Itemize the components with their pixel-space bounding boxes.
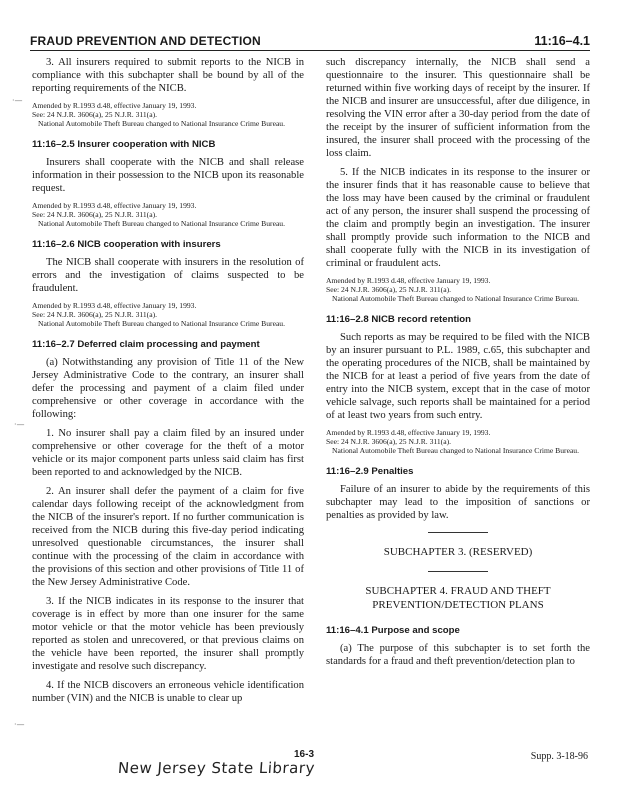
margin-mark: ·— <box>12 96 23 105</box>
history-note: Amended by R.1993 d.48, effective January 19, 1993. See: 24 N.J.R. 3606(a), 25 N.J.R. 311(a). National Automobile Theft Bureau changed to National Insurance Crime Bureau. <box>326 276 580 303</box>
paragraph: Failure of an insurer to abide by the requirements of this subchapter may lead to the imposition of sanctions or penalties as provided by law. <box>326 484 590 521</box>
right-column <box>326 56 590 674</box>
paragraph: (a) Notwithstanding any provision of Title 11 of the New Jersey Administrative Code to the contrary, an insurer shall defer the processing and payment of a claim filed under comprehensive or other coverage in accordance with the following: <box>32 357 304 420</box>
supplement-date: Supp. 3-18-96 <box>530 751 588 762</box>
paragraph: 2. An insurer shall defer the payment of a claim for five calendar days following receipt of the acknowledgment from the NICB of the insurer's report. If no further communication is received from the NICB during this five-day period indicating unresolved questionable circumstances, the insurer shall continue with the processing of the claim in accordance with the provisions of this section and other provisions of Title 11 of the New Jersey Administrative Code. <box>32 486 304 588</box>
margin-mark: ·— <box>14 420 25 429</box>
paragraph: The NICB shall cooperate with insurers in the resolution of errors and the investigation of claims suspected to be fraudulent. <box>32 257 304 294</box>
margin-mark: ·— <box>14 720 25 729</box>
paragraph: 3. If the NICB indicates in its response to the insurer that coverage is in effect by more than one insurer for the same motor vehicle or that the motor vehicle has been previously reported as stolen and unrecovered, or that previous claims on the vehicle have been reported, the insurer shall promptly investigate and resolve such discrepancy. <box>32 596 304 672</box>
header-title: FRAUD PREVENTION AND DETECTION <box>30 34 261 48</box>
running-header <box>30 30 590 51</box>
paragraph: 1. No insurer shall pay a claim filed by an insured under comprehensive or other coverage for the theft of a motor vehicle or its major component parts unless said claim has first been reported to and acknowledged by the NICB. <box>32 428 304 478</box>
header-section-number: 11:16–4.1 <box>534 34 590 48</box>
history-note: Amended by R.1993 d.48, effective January 19, 1993. See: 24 N.J.R. 3606(a), 25 N.J.R. 311(a). National Automobile Theft Bureau changed to National Insurance Crime Bureau. <box>32 201 286 228</box>
paragraph: Insurers shall cooperate with the NICB and shall release information in their possession to the NICB upon its reasonable request. <box>32 157 304 194</box>
paragraph: Such reports as may be required to be filed with the NICB by an insurer pursuant to P.L. 1989, c.65, this subchapter and the operating procedures of the NICB, shall be maintained by the NICB for at least a period of five years from the date of entry into the NICB system, except that in the case of motor vehicle salvage, such reports shall be maintained for a period of at least two years from such entry. <box>326 332 590 421</box>
section-heading: 11:16–2.6 NICB cooperation with insurers <box>32 239 221 250</box>
subchapter-heading: SUBCHAPTER 3. (RESERVED) <box>383 546 533 558</box>
paragraph: 4. If the NICB discovers an erroneous vehicle identification number (VIN) and the NICB is unable to clear up <box>32 680 304 704</box>
left-column <box>32 56 304 711</box>
paragraph: 5. If the NICB indicates in its response to the insurer or the insurer finds that it has reasonable cause to believe that the loss may have been caused by the criminal or fraudulent act of any person, the insurer shall suspend the processing of the claim and promptly begin an investigation. The insurer shall promptly provide such information to the NICB and shall cooperate fully with the NICB in its investigation of criminal or fraudulent acts. <box>326 167 590 269</box>
divider <box>428 532 488 533</box>
section-heading: 11:16–4.1 Purpose and scope <box>326 625 460 636</box>
history-note: Amended by R.1993 d.48, effective January 19, 1993. See: 24 N.J.R. 3606(a), 25 N.J.R. 311(a). National Automobile Theft Bureau changed to National Insurance Crime Bureau. <box>326 428 580 455</box>
section-heading: 11:16–2.9 Penalties <box>326 466 414 477</box>
page-number: 16-3 <box>294 749 315 760</box>
library-stamp: New Jersey State Library <box>117 759 316 777</box>
divider <box>428 571 488 572</box>
history-note: Amended by R.1993 d.48, effective January 19, 1993. See: 24 N.J.R. 3606(a), 25 N.J.R. 311(a). National Automobile Theft Bureau changed to National Insurance Crime Bureau. <box>32 101 286 128</box>
subchapter-heading: SUBCHAPTER 4. FRAUD AND THEFT PREVENTION/DETECTION PLANS <box>365 585 551 611</box>
history-note: Amended by R.1993 d.48, effective January 19, 1993. See: 24 N.J.R. 3606(a), 25 N.J.R. 311(a). National Automobile Theft Bureau changed to National Insurance Crime Bureau. <box>32 301 286 328</box>
paragraph: such discrepancy internally, the NICB shall send a questionnaire to the insurer. This questionnaire shall be returned within five working days of receipt by the insurer. If the NICB and insurer are unsuccessful, after due diligence, in resolving the VIN error after a 30-day period from the date of the receipt by the insurer of sufficient information from the insured, the insurer shall proceed with the processing of the loss claim. <box>326 57 590 159</box>
section-heading: 11:16–2.8 NICB record retention <box>326 314 472 325</box>
section-heading: 11:16–2.7 Deferred claim processing and payment <box>32 339 260 350</box>
section-heading: 11:16–2.5 Insurer cooperation with NICB <box>32 139 216 150</box>
paragraph: 3. All insurers required to submit reports to the NICB in compliance with this subchapter shall be bound by all of the reporting requirements of the NICB. <box>32 57 304 94</box>
paragraph: (a) The purpose of this subchapter is to set forth the standards for a fraud and theft prevention/detection plan to <box>326 643 590 667</box>
